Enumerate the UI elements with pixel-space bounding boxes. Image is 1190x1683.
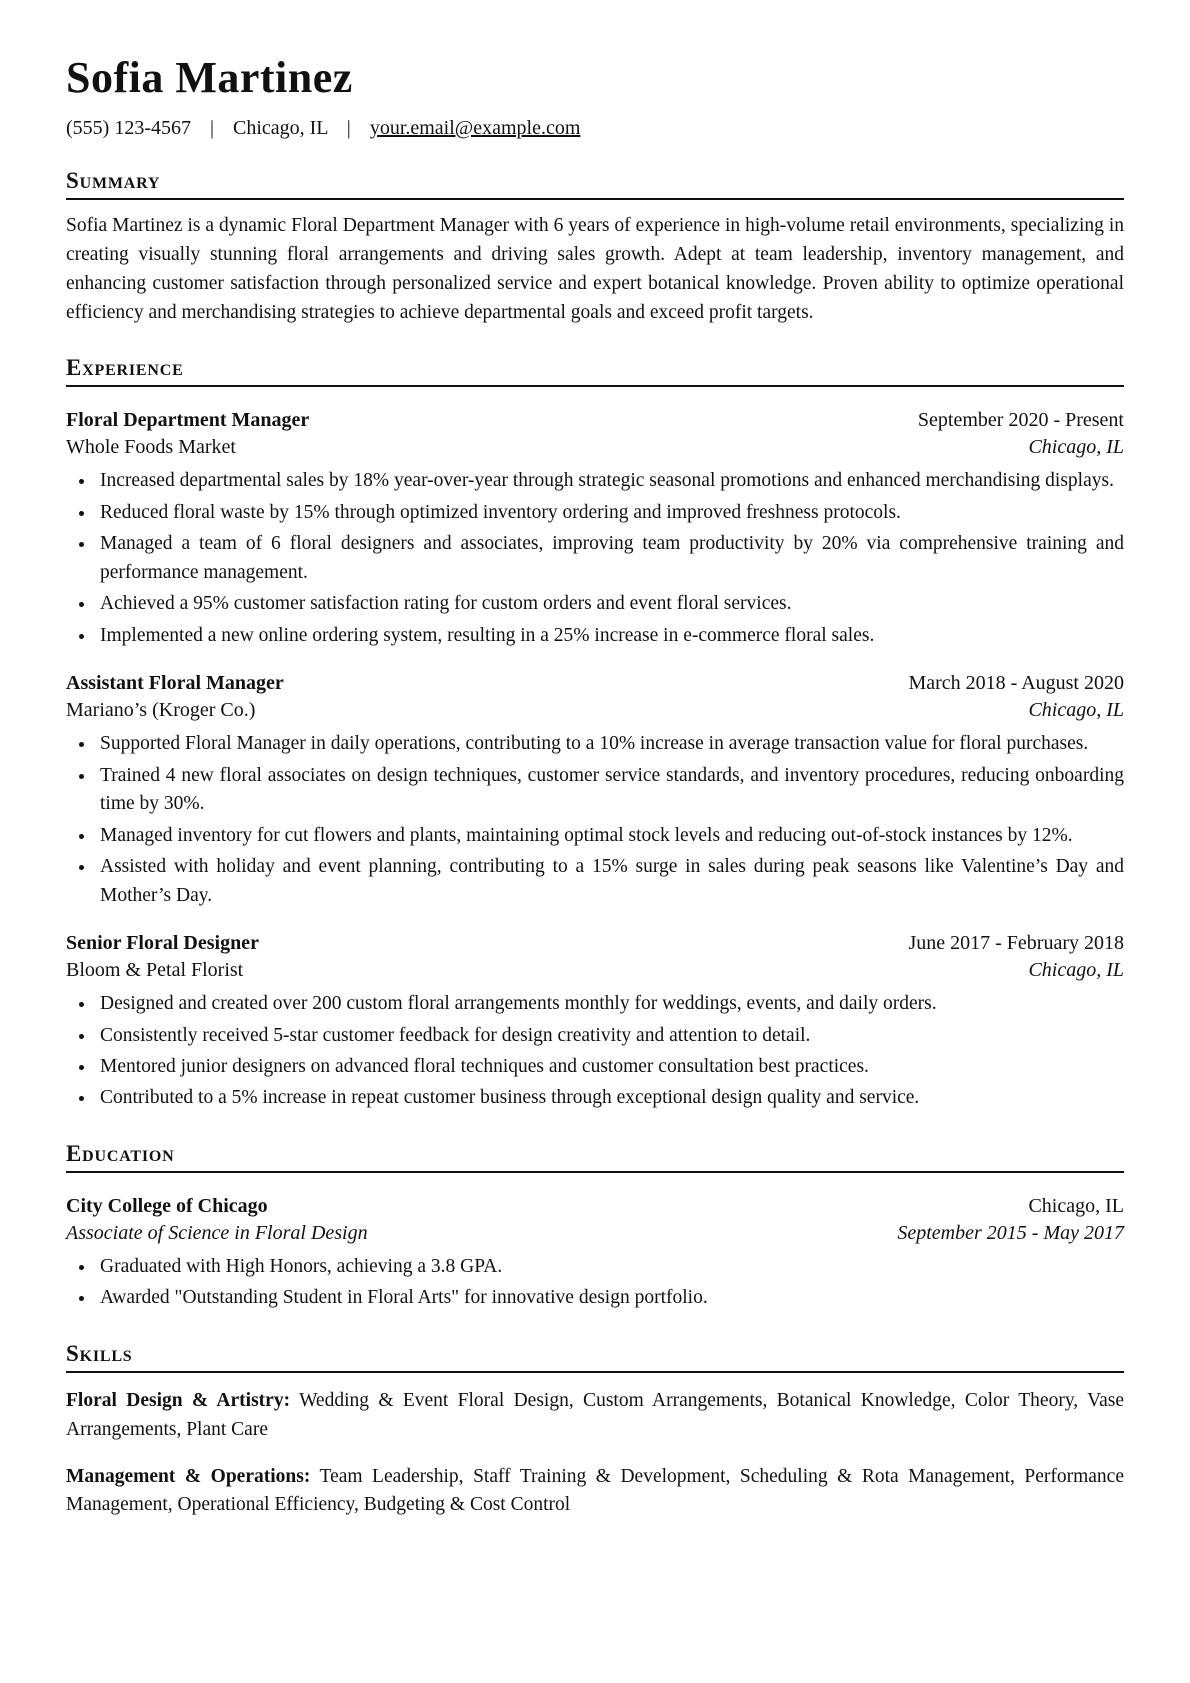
bullet-item: • Assisted with holiday and event planning, contributing to a 15% surge in sales during peak seasons like Valentine’s Day and Mother’s Day.	[96, 853, 1124, 910]
school-name: City College of Chicago	[66, 1194, 268, 1217]
entry-header-row	[66, 670, 1124, 697]
skill-group	[66, 1387, 1124, 1445]
summary-heading: Summary	[66, 168, 161, 193]
bullet-item: • Consistently received 5-star customer feedback for design creativity and attention to detail.	[96, 1022, 1124, 1050]
job-location: Chicago, IL	[1028, 699, 1124, 722]
job-dates: March 2018 - August 2020	[908, 672, 1124, 695]
education-bullet-list	[66, 1253, 1124, 1313]
education-entry	[66, 1193, 1124, 1313]
bullet-item: • Designed and created over 200 custom floral arrangements monthly for weddings, events, and daily orders.	[96, 990, 1124, 1018]
entry-subheader-row	[66, 697, 1124, 724]
contact-separator: |	[209, 117, 214, 139]
email-link[interactable]: your.email@example.com	[369, 117, 581, 139]
job-company: Bloom & Petal Florist	[66, 959, 244, 982]
experience-entry	[66, 670, 1124, 910]
bullet-item: • Contributed to a 5% increase in repeat customer business through exceptional design quality and service.	[96, 1084, 1124, 1112]
job-bullet-list	[66, 730, 1124, 910]
skill-group-label: Management & Operations:	[66, 1465, 311, 1487]
section-rule	[66, 198, 1124, 200]
job-title: Senior Floral Designer	[66, 932, 259, 955]
bullet-item: • Implemented a new online ordering system, resulting in a 25% increase in e-commerce floral sales.	[96, 622, 1124, 650]
bullet-item: • Supported Floral Manager in daily operations, contributing to a 10% increase in average transaction value for floral purchases.	[96, 730, 1124, 758]
job-dates: June 2017 - February 2018	[908, 932, 1124, 955]
job-company: Mariano’s (Kroger Co.)	[66, 699, 256, 722]
school-location: Chicago, IL	[1028, 1194, 1124, 1217]
contact-separator: |	[346, 117, 351, 139]
section-rule	[66, 385, 1124, 387]
job-bullet-list	[66, 467, 1124, 650]
bullet-item: • Awarded "Outstanding Student in Floral Arts" for innovative design portfolio.	[96, 1284, 1124, 1312]
bullet-item: • Managed inventory for cut flowers and plants, maintaining optimal stock levels and reducing out-of-stock instances by 12%.	[96, 822, 1124, 850]
phone-number: (555) 123-4567	[66, 117, 191, 139]
section-rule	[66, 1371, 1124, 1373]
skill-group	[66, 1463, 1124, 1521]
location-text: Chicago, IL	[233, 117, 328, 139]
bullet-item: • Increased departmental sales by 18% year-over-year through strategic seasonal promotions and enhanced merchandising displays.	[96, 467, 1124, 495]
summary-section	[66, 168, 1124, 327]
entry-subheader-row	[66, 434, 1124, 461]
contact-line	[66, 117, 1124, 140]
bullet-item: • Reduced floral waste by 15% through optimized inventory ordering and improved freshness protocols.	[96, 499, 1124, 527]
degree-name: Associate of Science in Floral Design	[66, 1221, 368, 1244]
section-rule	[66, 1171, 1124, 1173]
job-location: Chicago, IL	[1028, 959, 1124, 982]
experience-entry	[66, 930, 1124, 1113]
skill-group-label: Floral Design & Artistry:	[66, 1389, 291, 1411]
bullet-item: • Mentored junior designers on advanced floral techniques and customer consultation best practices.	[96, 1053, 1124, 1081]
skills-section	[66, 1341, 1124, 1520]
skill-group-text: Team Leadership, Staff Training & Development, Scheduling & Rota Management, Performance Management, Operational Efficiency, Budgeting & Cost Control	[66, 1465, 1124, 1516]
job-bullet-list	[66, 990, 1124, 1113]
entry-subheader-row	[66, 957, 1124, 984]
job-location: Chicago, IL	[1028, 436, 1124, 459]
entry-header-row	[66, 930, 1124, 957]
entry-subheader-row	[66, 1220, 1124, 1247]
name-heading: Sofia Martinez	[66, 53, 353, 102]
job-title: Assistant Floral Manager	[66, 672, 284, 695]
job-company: Whole Foods Market	[66, 436, 236, 459]
bullet-item: • Graduated with High Honors, achieving a 3.8 GPA.	[96, 1253, 1124, 1281]
summary-text: Sofia Martinez is a dynamic Floral Department Manager with 6 years of experience in high-volume retail environments, specializing in creating visually stunning floral arrangements and driving sales growth. Adept at team leadership, inventory management, and enhancing customer satisfaction through personalized service and expert botanical knowledge. Proven ability to optimize operational efficiency and merchandising strategies to achieve departmental goals and exceed profit targets.	[66, 215, 1124, 323]
education-heading: Education	[66, 1140, 175, 1166]
resume-header	[66, 52, 1124, 140]
education-section	[66, 1141, 1124, 1313]
skill-group-text: Wedding & Event Floral Design, Custom Arrangements, Botanical Knowledge, Color Theory, Vase Arrangements, Plant Care	[66, 1389, 1124, 1440]
job-title: Floral Department Manager	[66, 409, 310, 432]
entry-header-row	[66, 1193, 1124, 1220]
experience-heading: Experience	[66, 355, 184, 381]
school-dates: September 2015 - May 2017	[897, 1221, 1124, 1244]
bullet-item: • Trained 4 new floral associates on design techniques, customer service standards, and inventory procedures, reducing onboarding time by 30%.	[96, 762, 1124, 819]
bullet-item: • Achieved a 95% customer satisfaction rating for custom orders and event floral services.	[96, 590, 1124, 618]
experience-entry	[66, 407, 1124, 650]
bullet-item: • Managed a team of 6 floral designers and associates, improving team productivity by 20% via comprehensive training and performance management.	[96, 530, 1124, 587]
job-dates: September 2020 - Present	[917, 409, 1124, 432]
experience-section	[66, 355, 1124, 1113]
entry-header-row	[66, 407, 1124, 434]
skills-heading: Skills	[66, 1340, 133, 1366]
